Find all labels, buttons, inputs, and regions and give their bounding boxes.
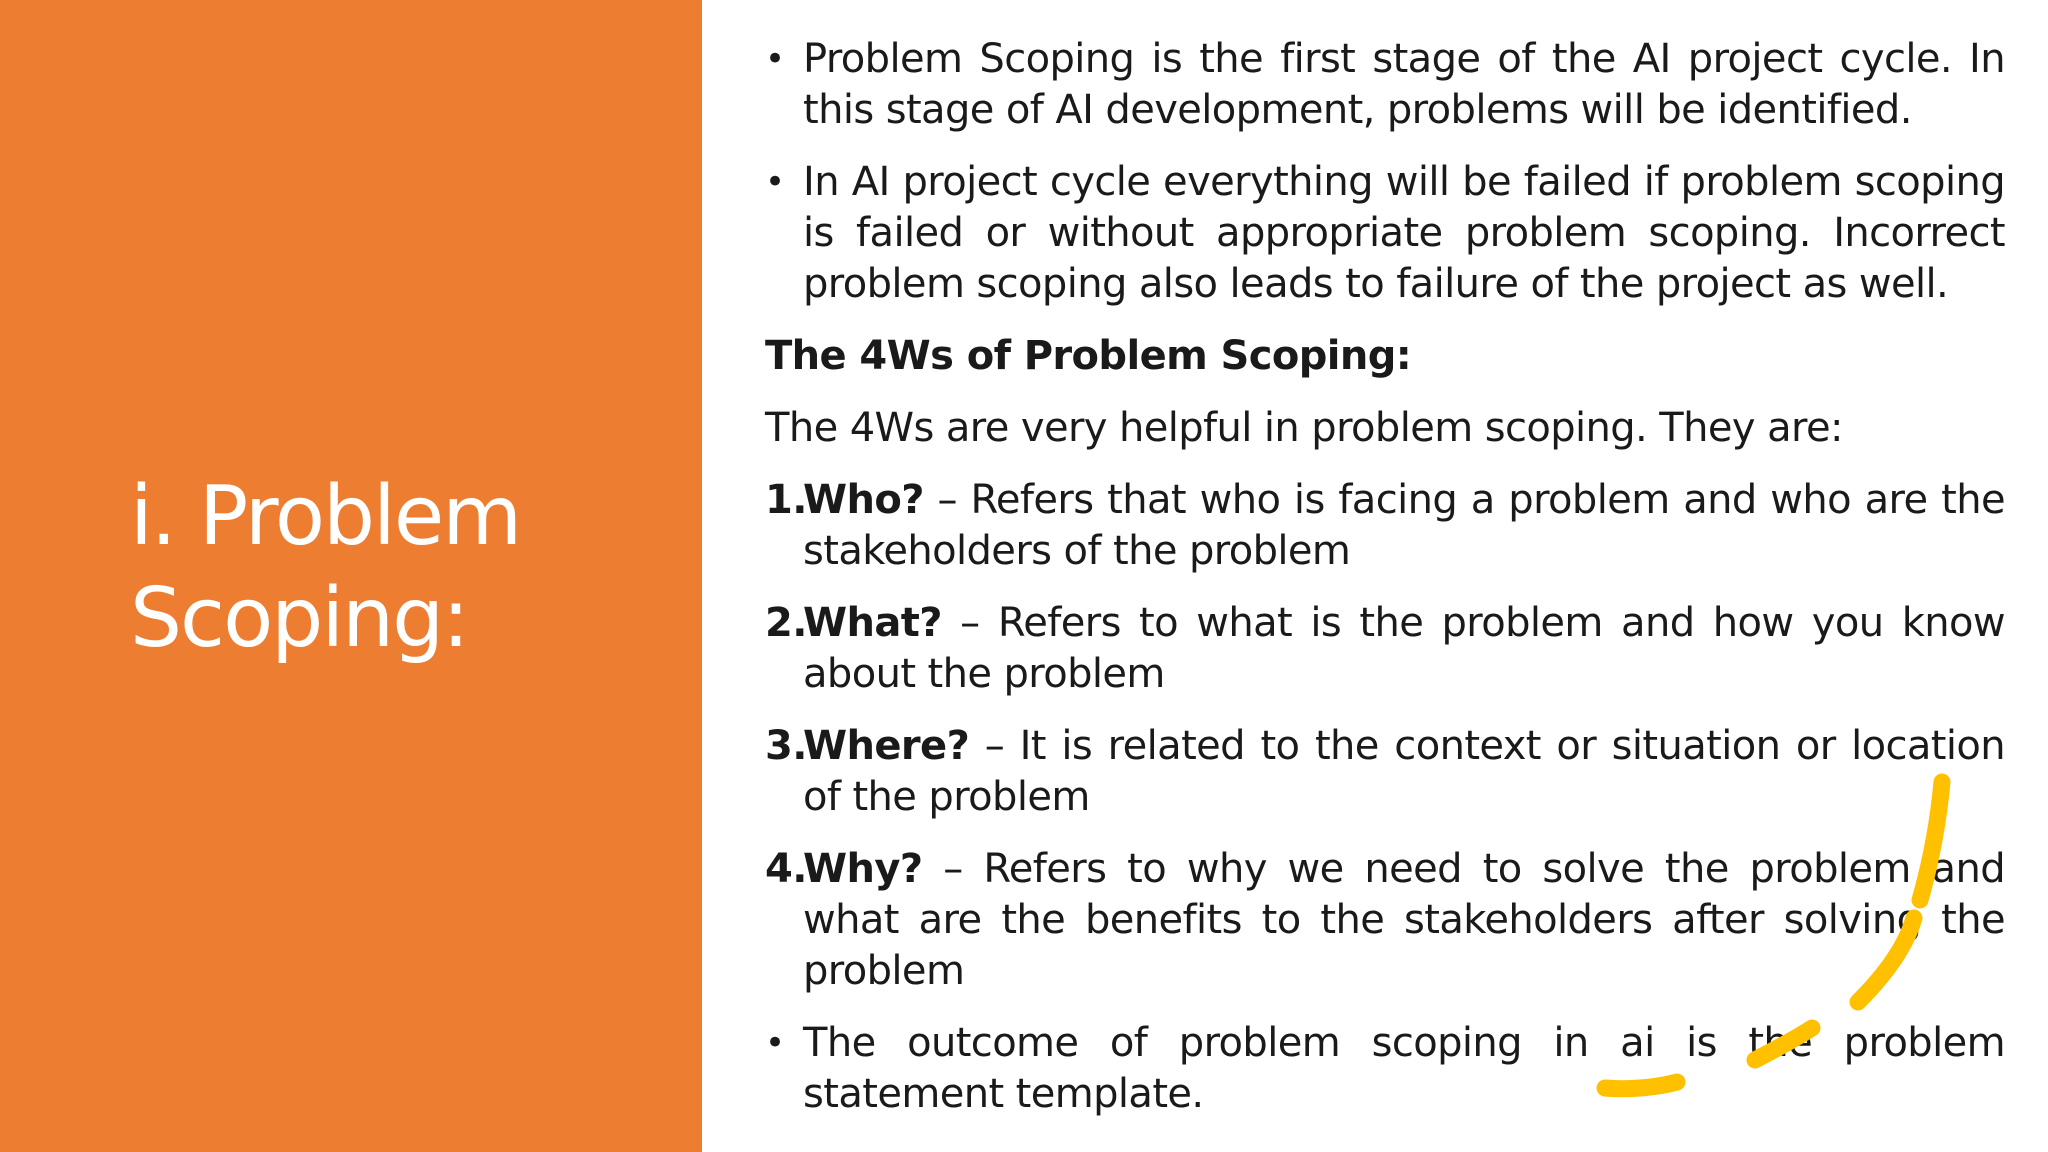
w-item-what [765, 598, 2005, 700]
list-number: 1. [765, 477, 807, 523]
bullet-item [765, 34, 2005, 136]
w-desc: – Refers that who is facing a problem and who are the stakeholders of the problem [803, 477, 2005, 574]
bullet-icon: • [765, 1023, 785, 1063]
bullet-text: The outcome of problem scoping in ai is the problem statement template. [803, 1020, 2005, 1117]
w-desc: – Refers to why we need to solve the problem and what are the benefits to the stakeholders after solving the problem [803, 846, 2005, 994]
w-term: Who? [803, 477, 924, 523]
w-term: Where? [803, 723, 970, 769]
list-number: 3. [765, 723, 807, 769]
bullet-icon: • [765, 39, 785, 79]
list-number: 2. [765, 600, 807, 646]
w-item-who [765, 475, 2005, 577]
w-desc: – Refers to what is the problem and how you know about the problem [803, 600, 2005, 697]
dash-mark [1858, 918, 1914, 1002]
slide-title: i. Problem Scoping: [130, 469, 521, 666]
decorative-dashes [1580, 770, 1980, 1130]
list-number: 4. [765, 846, 807, 892]
w-term: Why? [803, 846, 923, 892]
dash-mark [1920, 782, 1942, 900]
dash-mark [1605, 1082, 1677, 1089]
bullet-text: Problem Scoping is the first stage of the AI project cycle. In this stage of AI development, problems will be identified. [803, 36, 2005, 133]
w-desc: – It is related to the context or situation or location of the problem [803, 723, 2005, 820]
section-heading: The 4Ws of Problem Scoping: [765, 333, 1412, 379]
w-term: What? [803, 600, 942, 646]
title-panel [0, 0, 702, 1152]
bullet-icon: • [765, 162, 785, 202]
bullet-text: In AI project cycle everything will be failed if problem scoping is failed or without appropriate problem scoping. Incorrect problem scoping also leads to failure of the project as well. [803, 159, 2005, 307]
intro-text: The 4Ws are very helpful in problem scoping. They are: [765, 405, 1843, 451]
bullet-item [765, 157, 2005, 310]
dash-mark [1755, 1028, 1812, 1060]
